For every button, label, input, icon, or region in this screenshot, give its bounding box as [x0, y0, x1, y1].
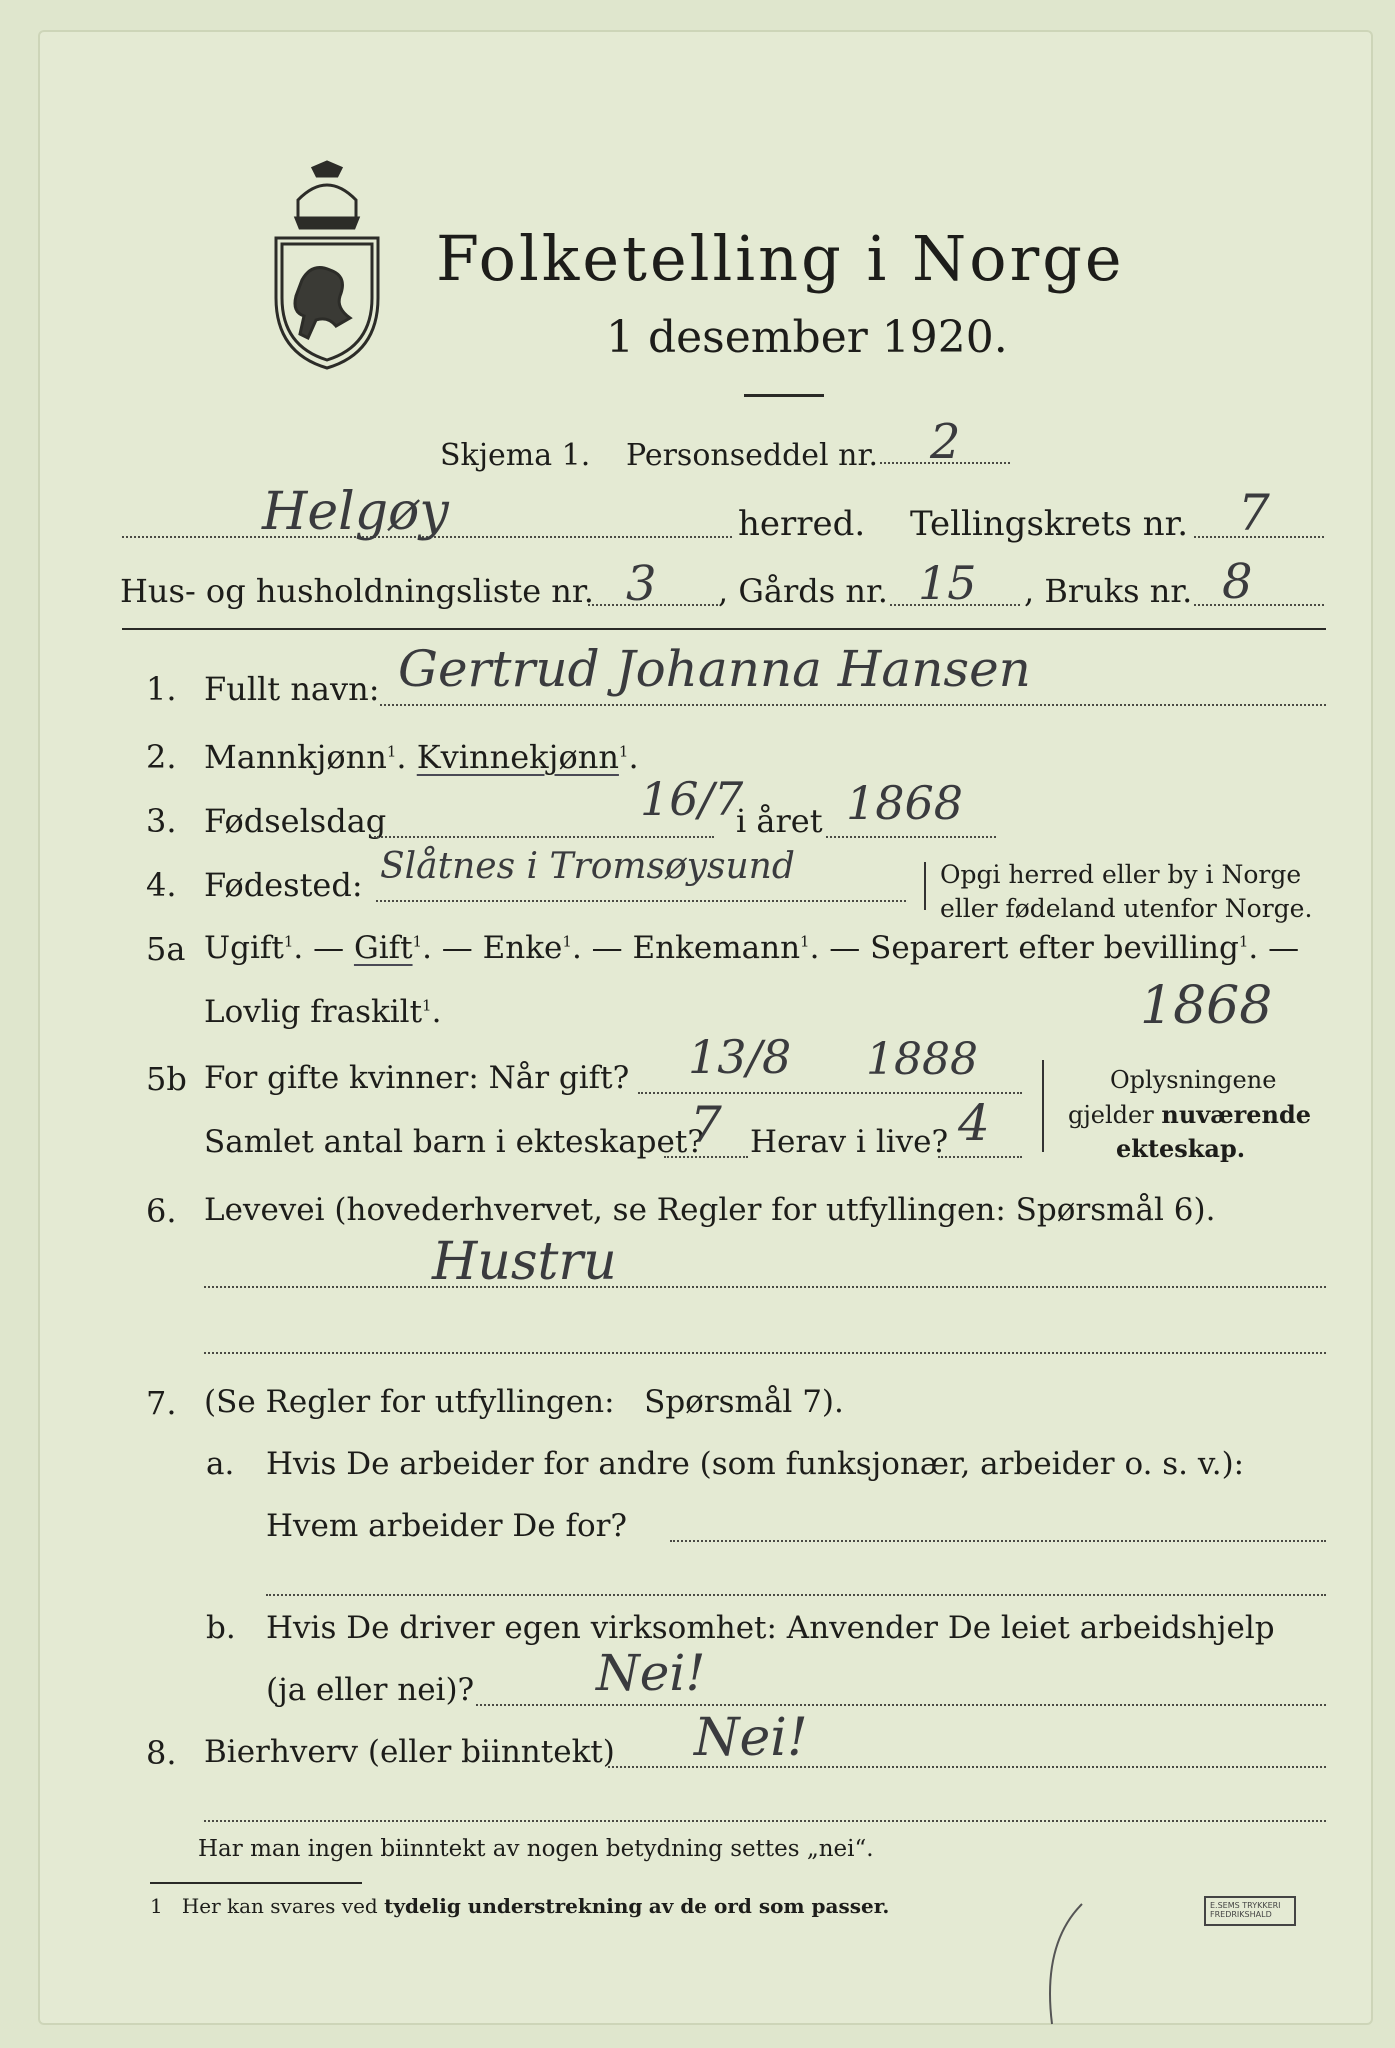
- q3-number: 3.: [146, 802, 177, 840]
- q1-number: 1.: [146, 670, 177, 708]
- q5b-married-year: 1888: [866, 1034, 978, 1085]
- q4-note-line2: eller fødeland utenfor Norge.: [940, 894, 1313, 923]
- option-gift-underlined: Gift: [353, 930, 413, 966]
- bruks-value: 8: [1222, 554, 1253, 610]
- printer-stamp: E.SEMS TRYKKERI FREDRIKSHALD: [1204, 1896, 1296, 1926]
- personseddel-value: 2: [930, 414, 961, 470]
- q7b-text: Hvis De driver egen virksomhet: Anvender De leiet arbeidshjelp: [266, 1610, 1275, 1646]
- q5b-note-line2: gjelder nuværende: [1068, 1100, 1312, 1129]
- option-ugift: Ugift: [204, 930, 284, 966]
- footnote-divider: [150, 1882, 362, 1884]
- q1-full-name: Gertrud Johanna Hansen: [398, 640, 1031, 698]
- q4-brace: [924, 862, 940, 910]
- q3-year-line: [826, 836, 996, 838]
- footer-note: Har man ingen biinntekt av nogen betydning settes „nei“.: [198, 1836, 874, 1862]
- q5b-note-line3: ekteskap.: [1116, 1134, 1246, 1163]
- q3-birthdate: 16/7: [640, 772, 744, 826]
- q7-number: 7.: [146, 1384, 177, 1422]
- q7a-question: Hvem arbeider De for?: [266, 1508, 628, 1544]
- gards-label: , Gårds nr.: [718, 572, 888, 610]
- q7b-letter: b.: [206, 1610, 236, 1646]
- q7b-line: [476, 1704, 1326, 1706]
- q6-occupation: Hustru: [432, 1232, 617, 1292]
- form-title: Folketelling i Norge: [436, 222, 1125, 295]
- option-mannkjonn: Mannkjønn: [204, 738, 387, 776]
- option-kvinnekjonn-underlined: Kvinnekjønn: [416, 738, 619, 776]
- pencil-mark: [1030, 1900, 1090, 2040]
- q8-line2: [204, 1820, 1326, 1822]
- q7a-text: Hvis De arbeider for andre (som funksjonær, arbeider o. s. v.):: [266, 1446, 1245, 1482]
- q8-number: 8.: [146, 1734, 177, 1772]
- q5b-alive-line: [938, 1156, 1022, 1158]
- q3-label: Fødselsdag: [204, 802, 387, 840]
- q6-line1: [204, 1286, 1326, 1288]
- title-divider: [744, 394, 824, 397]
- q5b-brace: [1042, 1060, 1058, 1152]
- q3-birth-year: 1868: [846, 776, 964, 830]
- q7a-letter: a.: [206, 1446, 235, 1482]
- q5b-married-date: 13/8: [688, 1030, 792, 1084]
- q7a-line1: [670, 1540, 1326, 1542]
- schema-label: Skjema 1.: [440, 438, 591, 473]
- q5a-margin-year: 1868: [1140, 976, 1273, 1036]
- q1-line: [380, 704, 1326, 706]
- q5a-number: 5a: [146, 930, 186, 968]
- q4-birthplace: Slåtnes i Tromsøysund: [380, 846, 795, 887]
- tellingskrets-value: 7: [1238, 484, 1270, 542]
- header-divider: [122, 628, 1326, 630]
- q5b-number: 5b: [146, 1060, 187, 1098]
- q4-number: 4.: [146, 866, 177, 904]
- q3-year-label: i året: [736, 802, 823, 840]
- q5b-label-alive: Herav i live?: [750, 1124, 949, 1160]
- q7a-line2: [266, 1594, 1326, 1596]
- q5b-children-line: [664, 1156, 748, 1158]
- q6-label: Levevei (hovederhvervet, se Regler for utfyllingen: Spørsmål 6).: [204, 1192, 1216, 1228]
- q5a-option-fraskilt: Lovlig fraskilt$^1$.: [204, 994, 442, 1030]
- q2-options: Mannkjønn$^1$. Kvinnekjønn$^1$.: [204, 738, 639, 776]
- q5b-alive-count: 4: [958, 1094, 990, 1152]
- q6-line2: [204, 1352, 1326, 1354]
- husholdningsliste-value: 3: [626, 556, 657, 612]
- q5a-options: Ugift$^1$. — Gift$^1$. — Enke$^1$. — Enkemann$^1$. — Separert efter bevilling$^1$. —: [204, 930, 1300, 966]
- personseddel-label: Personseddel nr.: [626, 438, 879, 473]
- footnote: 1 Her kan svares ved tydelig understrekning av de ord som passer.: [150, 1894, 890, 1918]
- q5b-label-married: For gifte kvinner: Når gift?: [204, 1060, 630, 1096]
- husholdningsliste-label: Hus- og husholdningsliste nr.: [120, 572, 594, 610]
- q6-number: 6.: [146, 1192, 177, 1230]
- q7b-answer: Nei!: [596, 1644, 706, 1702]
- q1-label: Fullt navn:: [204, 670, 380, 708]
- q3-day-line: [374, 836, 714, 838]
- q5b-children-count: 7: [690, 1096, 722, 1154]
- tellingskrets-label: Tellingskrets nr.: [910, 504, 1189, 544]
- q8-label: Bierhverv (eller biinntekt): [204, 1734, 615, 1770]
- q8-answer: Nei!: [694, 1708, 808, 1768]
- bruks-label: , Bruks nr.: [1024, 572, 1193, 610]
- q4-note-line1: Opgi herred eller by i Norge: [940, 860, 1302, 889]
- form-date: 1 desember 1920.: [606, 312, 1008, 363]
- option-enkemann: Enkemann: [632, 930, 801, 966]
- q7-label: (Se Regler for utfyllingen: Spørsmål 7).: [204, 1384, 844, 1420]
- q4-label: Fødested:: [204, 866, 363, 904]
- q7b-question: (ja eller nei)?: [266, 1672, 475, 1708]
- bruks-line: [1194, 604, 1324, 606]
- option-separert: Separert efter bevilling: [870, 930, 1239, 966]
- herred-value: Helgøy: [262, 482, 449, 542]
- coat-of-arms-icon: [268, 160, 386, 370]
- option-enke: Enke: [482, 930, 563, 966]
- gards-value: 15: [918, 556, 977, 610]
- q4-line: [376, 900, 906, 902]
- herred-label: herred.: [738, 504, 866, 544]
- q5b-note-line1: Oplysningene: [1110, 1066, 1277, 1094]
- q2-number: 2.: [146, 738, 177, 776]
- q5b-label-children: Samlet antal barn i ekteskapet?: [204, 1124, 704, 1160]
